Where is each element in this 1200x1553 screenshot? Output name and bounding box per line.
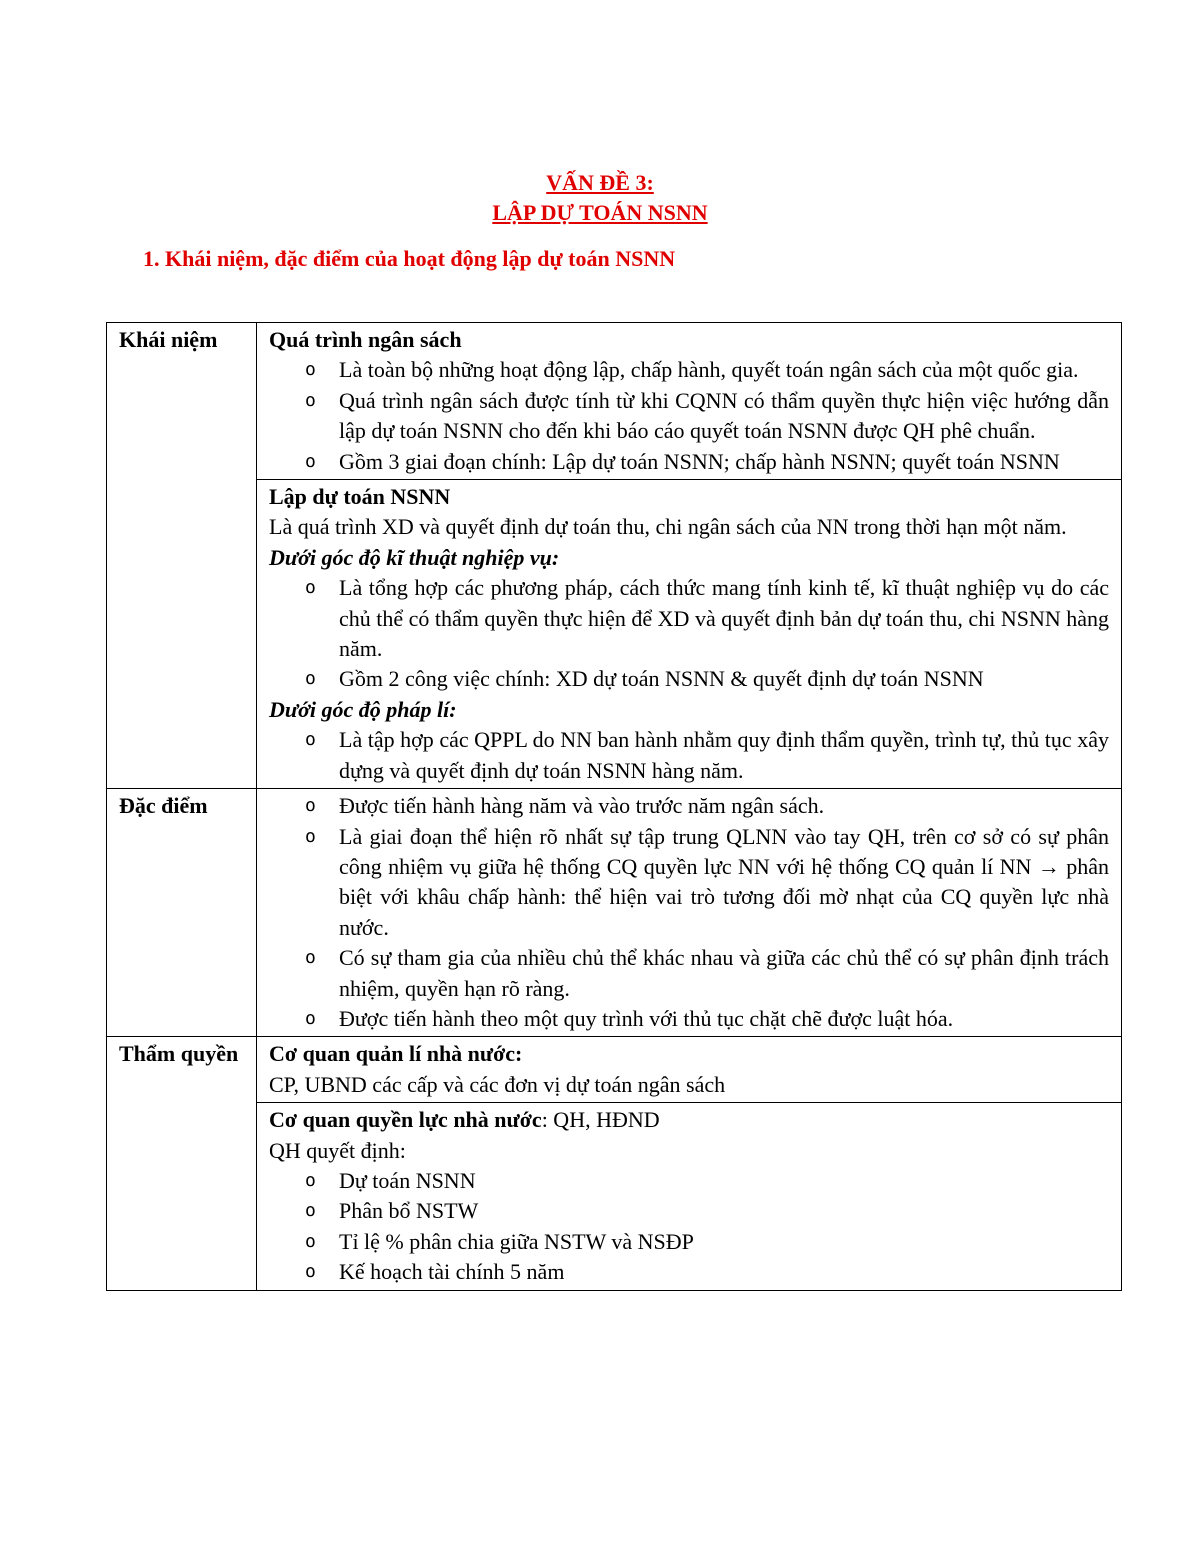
cqqlu-title: Cơ quan quyền lực nhà nước <box>269 1107 542 1133</box>
cqqlu-list <box>269 1166 1109 1288</box>
row-label-dac-diem: Đặc điểm <box>107 789 257 1037</box>
ldt-technical-list <box>269 573 1109 695</box>
list-item: o Kế hoạch tài chính 5 năm <box>339 1257 1109 1287</box>
table-row-khai-niem-1 <box>107 323 1122 480</box>
cell-co-quan-quan-li <box>257 1037 1122 1103</box>
list-item: o Gồm 2 công việc chính: XD dự toán NSNN & quyết định dự toán NSNN <box>339 664 1109 694</box>
list-item: o Được tiến hành theo một quy trình với thủ tục chặt chẽ được luật hóa. <box>339 1004 1109 1034</box>
row-label-tham-quyen: Thẩm quyền <box>107 1037 257 1290</box>
qtns-title: Quá trình ngân sách <box>269 327 462 352</box>
list-item: o Là tập hợp các QPPL do NN ban hành nhằm quy định thẩm quyền, trình tự, thủ tục xây dựng và quyết định dự toán NSNN hàng năm. <box>339 725 1109 786</box>
cell-qua-trinh-ngan-sach <box>257 323 1122 480</box>
cqqlu-subheading: QH quyết định: <box>269 1137 406 1163</box>
content-table <box>106 322 1122 1291</box>
section-heading: 1. Khái niệm, đặc điểm của hoạt động lập dự toán NSNN <box>143 246 676 271</box>
list-item: o Được tiến hành hàng năm và vào trước năm ngân sách. <box>339 791 1109 821</box>
table-row-dac-diem <box>107 789 1122 1037</box>
table-row-khai-niem-2 <box>107 480 1122 789</box>
qtns-list <box>269 355 1109 477</box>
list-item: o Có sự tham gia của nhiều chủ thể khác nhau và giữa các chủ thể có sự phân định trách nhiệm, quyền hạn rõ ràng. <box>339 943 1109 1004</box>
cqql-title: Cơ quan quản lí nhà nước: <box>269 1041 523 1067</box>
ldt-definition: Là quá trình XD và quyết định dự toán thu, chi ngân sách của NN trong thời hạn một năm. <box>269 514 1067 540</box>
row-label-khai-niem: Khái niệm <box>107 323 257 789</box>
cqqlu-title-rest: : QH, HĐND <box>541 1107 660 1133</box>
table-row-tham-quyen-1 <box>107 1037 1122 1103</box>
cqql-text: CP, UBND các cấp và các đơn vị dự toán ngân sách <box>269 1071 726 1097</box>
ldt-technical-heading: Dưới góc độ kĩ thuật nghiệp vụ: <box>269 544 560 570</box>
ldt-legal-list <box>269 725 1109 786</box>
list-item: o Tỉ lệ % phân chia giữa NSTW và NSĐP <box>339 1227 1109 1257</box>
list-item: o Quá trình ngân sách được tính từ khi CQNN có thẩm quyền thực hiện việc hướng dẫn lập dự toán NSNN cho đến khi báo cáo quyết toán NSNN được QH phê chuẩn. <box>339 386 1109 447</box>
cell-dac-diem <box>257 789 1122 1037</box>
list-item: o Là tổng hợp các phương pháp, cách thức mang tính kinh tế, kĩ thuật nghiệp vụ do các chủ thể có thẩm quyền thực hiện để XD và quyết định bản dự toán thu, chi NSNN hàng năm. <box>339 573 1109 664</box>
dac-diem-list <box>269 791 1109 1034</box>
list-item: o Là toàn bộ những hoạt động lập, chấp hành, quyết toán ngân sách của một quốc gia. <box>339 355 1109 385</box>
cell-lap-du-toan <box>257 480 1122 789</box>
ldt-legal-heading: Dưới góc độ pháp lí: <box>269 696 457 722</box>
list-item: o Phân bổ NSTW <box>339 1196 1109 1226</box>
cqqlu-title-line <box>269 1105 1109 1135</box>
cell-co-quan-quyen-luc <box>257 1103 1122 1290</box>
ldt-title: Lập dự toán NSNN <box>269 484 451 510</box>
list-item: o Là giai đoạn thể hiện rõ nhất sự tập trung QLNN vào tay QH, trên cơ sở có sự phân công nhiệm vụ giữa hệ thống CQ quyền lực NN với hệ thống CQ quản lí NN → phân biệt với khâu chấp hành: thể hiện vai trò tương đối mờ nhạt của CQ quyền lực nhà nước. <box>339 822 1109 944</box>
list-item: o Dự toán NSNN <box>339 1166 1109 1196</box>
list-item: o Gồm 3 giai đoạn chính: Lập dự toán NSNN; chấp hành NSNN; quyết toán NSNN <box>339 447 1109 477</box>
table-row-tham-quyen-2 <box>107 1103 1122 1290</box>
document-title-line1: VẤN ĐỀ 3: <box>546 170 654 195</box>
document-title-line2: LẬP DỰ TOÁN NSNN <box>492 200 708 225</box>
